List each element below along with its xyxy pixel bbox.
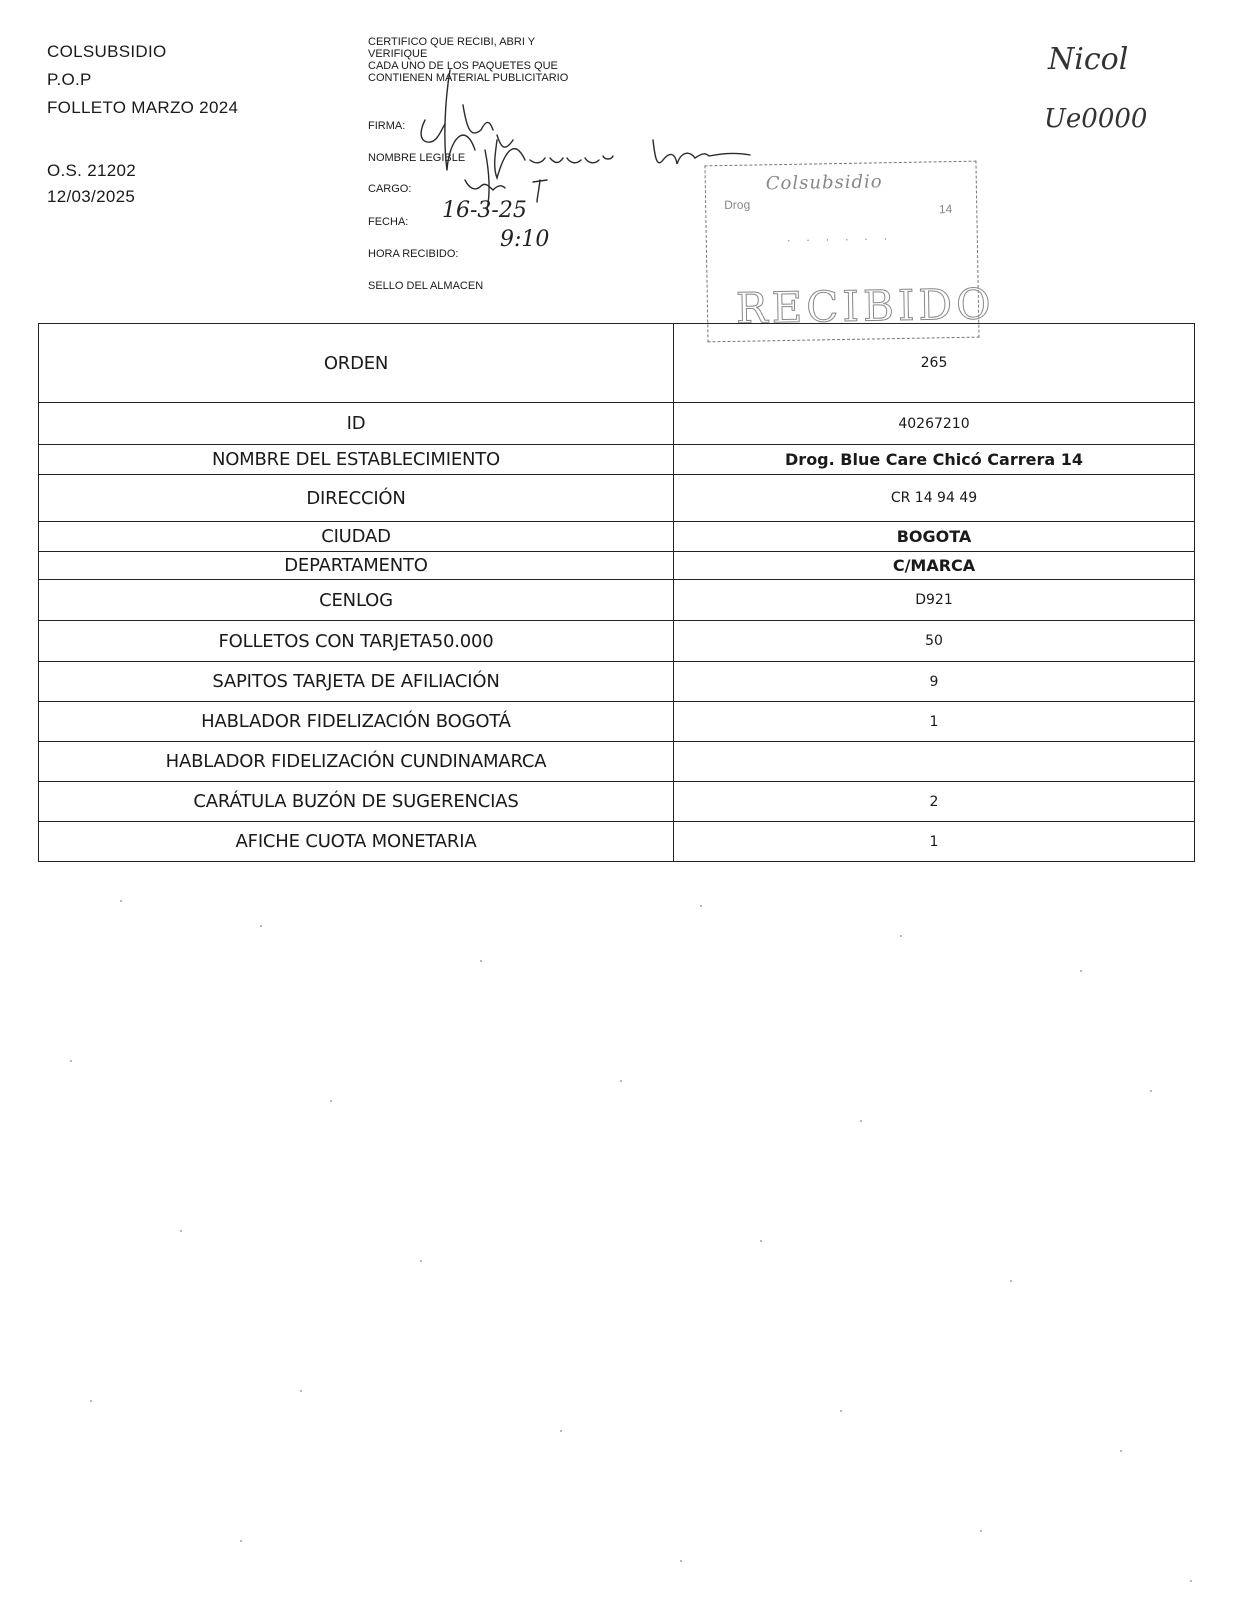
row-label: CIUDAD bbox=[39, 522, 674, 552]
document-date: 12/03/2025 bbox=[47, 187, 136, 206]
statement-line: VERIFIQUE bbox=[368, 48, 428, 60]
cargo-label: CARGO: bbox=[368, 183, 412, 195]
document-header bbox=[47, 38, 238, 211]
row-label: HABLADOR FIDELIZACIÓN CUNDINAMARCA bbox=[39, 742, 674, 782]
row-label: NOMBRE DEL ESTABLECIMIENTO bbox=[39, 445, 674, 475]
row-value: BOGOTA bbox=[674, 522, 1195, 552]
statement-line: CADA UNO DE LOS PAQUETES QUE bbox=[368, 60, 558, 72]
row-value: D921 bbox=[674, 580, 1195, 621]
row-value: 1 bbox=[674, 702, 1195, 742]
statement-line: CONTIENEN MATERIAL PUBLICITARIO bbox=[368, 72, 569, 84]
table-row bbox=[39, 522, 1195, 552]
row-label: HABLADOR FIDELIZACIÓN BOGOTÁ bbox=[39, 702, 674, 742]
row-label: CENLOG bbox=[39, 580, 674, 621]
row-value: 40267210 bbox=[674, 403, 1195, 445]
row-value: 2 bbox=[674, 782, 1195, 822]
campaign-title: FOLLETO MARZO 2024 bbox=[47, 98, 239, 117]
row-label: SAPITOS TARJETA DE AFILIACIÓN bbox=[39, 662, 674, 702]
row-value bbox=[674, 742, 1195, 782]
table-row bbox=[39, 822, 1195, 862]
handwritten-note-1: Nicol bbox=[1048, 42, 1129, 77]
row-label: CARÁTULA BUZÓN DE SUGERENCIAS bbox=[39, 782, 674, 822]
stamp-number: 14 bbox=[938, 202, 953, 217]
store-stamp bbox=[704, 161, 995, 343]
row-label: FOLLETOS CON TARJETA50.000 bbox=[39, 621, 674, 662]
row-value: 50 bbox=[674, 621, 1195, 662]
row-value: C/MARCA bbox=[674, 552, 1195, 580]
table-row bbox=[39, 324, 1195, 403]
table-row bbox=[39, 782, 1195, 822]
row-value: 9 bbox=[674, 662, 1195, 702]
row-label: DEPARTAMENTO bbox=[39, 552, 674, 580]
sello-label: SELLO DEL ALMACEN bbox=[368, 280, 484, 292]
company-name: COLSUBSIDIO bbox=[47, 42, 167, 61]
row-value: CR 14 94 49 bbox=[674, 475, 1195, 522]
handwritten-hora: 9:10 bbox=[500, 227, 550, 252]
table-row bbox=[39, 702, 1195, 742]
table-row bbox=[39, 621, 1195, 662]
delivery-table bbox=[38, 323, 1195, 862]
table-row bbox=[39, 662, 1195, 702]
table-row bbox=[39, 403, 1195, 445]
row-label: AFICHE CUOTA MONETARIA bbox=[39, 822, 674, 862]
stamp-brand: Colsubsidio bbox=[765, 171, 883, 195]
os-number: O.S. 21202 bbox=[47, 161, 137, 180]
fecha-label: FECHA: bbox=[368, 216, 409, 228]
stamp-recibido: RECIBIDO bbox=[735, 279, 995, 333]
pop-label: P.O.P bbox=[47, 70, 92, 89]
row-label: ORDEN bbox=[39, 324, 674, 403]
nombre-label: NOMBRE LEGIBLE bbox=[368, 152, 466, 164]
row-value: 265 bbox=[674, 324, 1195, 403]
table-row bbox=[39, 475, 1195, 522]
table-row bbox=[39, 742, 1195, 782]
handwritten-note-2: Ue0000 bbox=[1044, 104, 1148, 134]
stamp-smudge: · · · · · · bbox=[786, 231, 894, 247]
table-row bbox=[39, 552, 1195, 580]
stamp-drog: Drog bbox=[724, 197, 751, 213]
row-label: ID bbox=[39, 403, 674, 445]
firma-label: FIRMA: bbox=[368, 120, 406, 132]
hora-label: HORA RECIBIDO: bbox=[368, 248, 459, 260]
row-value: 1 bbox=[674, 822, 1195, 862]
row-label: DIRECCIÓN bbox=[39, 475, 674, 522]
handwritten-fecha: 16-3-25 bbox=[442, 198, 527, 223]
table-row bbox=[39, 580, 1195, 621]
statement-line: CERTIFICO QUE RECIBI, ABRI Y bbox=[368, 36, 536, 48]
row-value: Drog. Blue Care Chicó Carrera 14 bbox=[674, 445, 1195, 475]
table-row bbox=[39, 445, 1195, 475]
